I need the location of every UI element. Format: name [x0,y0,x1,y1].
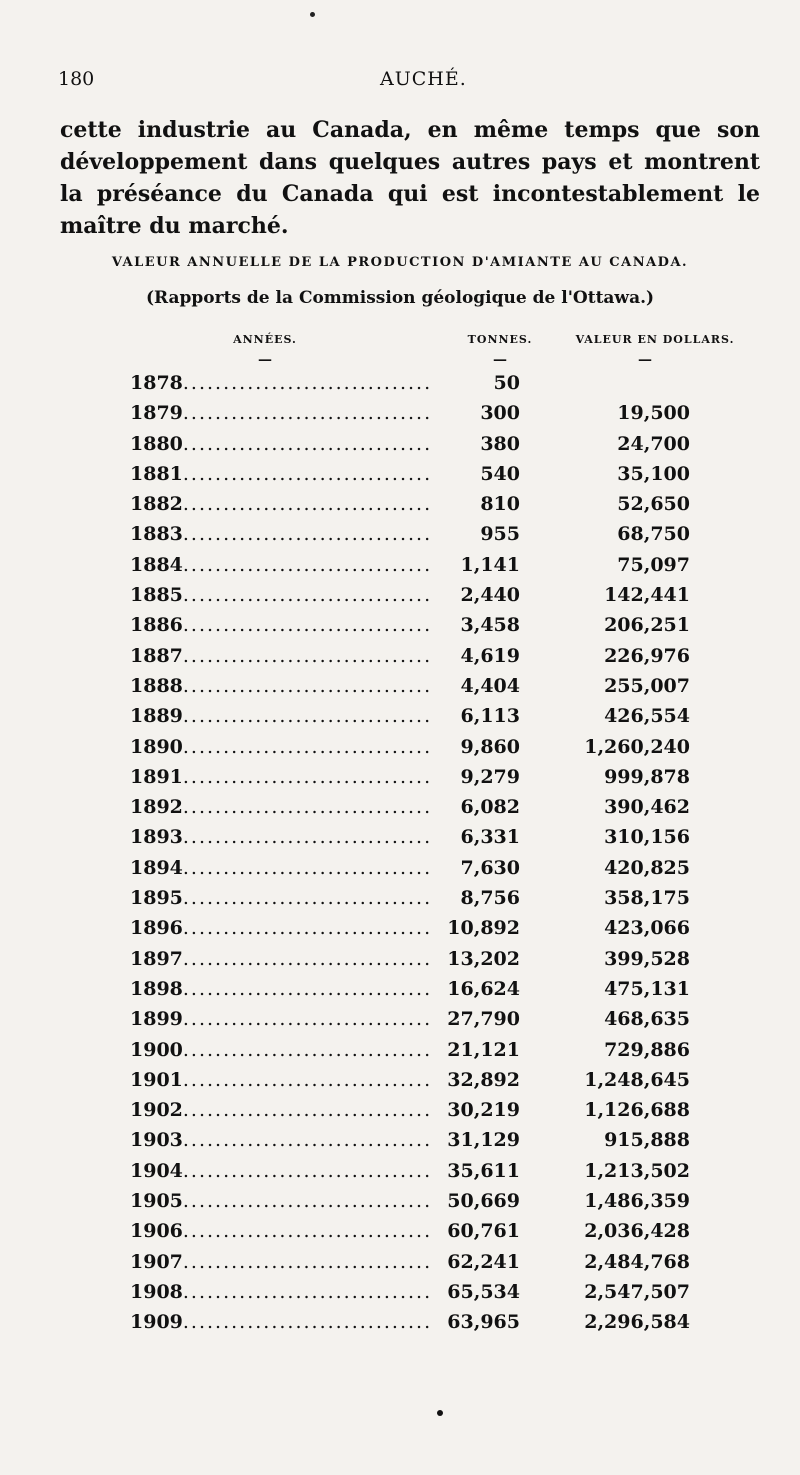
value-cell: 468,635 [604,1008,690,1031]
tons-cell: 35,611 [447,1159,520,1182]
year-cell: 1908 ..... [130,1281,430,1303]
table-row [0,1281,800,1311]
table-row [0,463,800,493]
table-row [0,493,800,523]
year-cell: 1907 ..... [130,1251,430,1273]
value-cell: 399,528 [604,947,690,970]
value-cell: 75,097 [617,553,690,576]
tons-cell: 31,129 [447,1129,520,1152]
value-cell: 729,886 [604,1038,690,1061]
year-cell: 1881 ..... [130,463,430,485]
table-row [0,1069,800,1099]
tons-cell: 300 [480,402,520,425]
value-cell: 1,248,645 [584,1068,690,1091]
column-dash-tons: — [493,352,507,368]
value-cell: 24,700 [617,432,690,455]
year-cell: 1893 ..... [130,826,430,848]
production-table-body [0,372,800,1342]
year-cell: 1894 ..... [130,857,430,879]
year-cell: 1889 ..... [130,705,430,727]
tons-cell: 3,458 [460,614,520,637]
tons-cell: 7,630 [460,856,520,879]
value-cell: 420,825 [604,856,690,879]
tons-cell: 10,892 [447,917,520,940]
year-cell: 1897 ..... [130,948,430,970]
year-cell: 1904 ..... [130,1160,430,1182]
year-cell: 1885 ..... [130,584,430,606]
value-cell: 35,100 [617,462,690,485]
table-row [0,917,800,947]
value-cell: 1,486,359 [584,1190,690,1213]
table-row [0,1251,800,1281]
value-cell: 2,484,768 [584,1250,690,1273]
table-row [0,1220,800,1250]
value-cell: 206,251 [604,614,690,637]
tons-cell: 65,534 [447,1280,520,1303]
value-cell: 1,126,688 [584,1099,690,1122]
value-cell: 226,976 [604,644,690,667]
value-cell: 52,650 [617,493,690,516]
table-row [0,1311,800,1341]
value-cell: 68,750 [617,523,690,546]
value-cell: 255,007 [604,674,690,697]
year-cell: 1892 ..... [130,796,430,818]
tons-cell: 1,141 [460,553,520,576]
table-row [0,523,800,553]
year-cell: 1895 ..... [130,887,430,909]
table-row [0,978,800,1008]
table-subtitle: (Rapports de la Commission géologique de l'Ottawa.) [145,288,655,308]
year-cell: 1899 ..... [130,1008,430,1030]
year-cell: 1886 ..... [130,614,430,636]
year-cell: 1878 ..... [130,372,430,394]
table-row [0,857,800,887]
year-cell: 1888 ..... [130,675,430,697]
tons-cell: 6,113 [460,705,520,728]
page-number: 180 [58,68,95,90]
year-cell: 1901 ..... [130,1069,430,1091]
table-row [0,887,800,917]
year-cell: 1900 ..... [130,1039,430,1061]
value-cell: 142,441 [604,584,690,607]
running-head [58,68,742,92]
table-row [0,1008,800,1038]
year-cell: 1896 ..... [130,917,430,939]
column-dash-value: — [638,352,652,368]
table-row [0,736,800,766]
tons-cell: 50 [493,372,520,394]
table-title: VALEUR ANNUELLE DE LA PRODUCTION D'AMIANTE AU CANADA. [111,255,689,270]
value-cell: 915,888 [604,1129,690,1152]
year-cell: 1891 ..... [130,766,430,788]
tons-cell: 810 [480,493,520,516]
tons-cell: 2,440 [460,584,520,607]
tons-cell: 540 [480,462,520,485]
footer-ornament [437,1410,443,1416]
tons-cell: 27,790 [447,1008,520,1031]
table-row [0,614,800,644]
tons-cell: 9,279 [460,765,520,788]
value-cell: 2,547,507 [584,1280,690,1303]
table-row [0,1129,800,1159]
tons-cell: 63,965 [447,1311,520,1334]
table-row [0,1160,800,1190]
tons-cell: 6,331 [460,826,520,849]
tons-cell: 13,202 [447,947,520,970]
column-header-tons: TONNES. [467,333,533,346]
year-cell: 1905 ..... [130,1190,430,1212]
tons-cell: 30,219 [447,1099,520,1122]
table-row [0,372,800,402]
table-row [0,675,800,705]
year-cell: 1887 ..... [130,645,430,667]
table-row [0,554,800,584]
table-row [0,402,800,432]
tons-cell: 50,669 [447,1190,520,1213]
table-row [0,826,800,856]
value-cell: 1,260,240 [584,735,690,758]
column-dash-years: — [258,352,272,368]
value-cell: 310,156 [604,826,690,849]
year-cell: 1902 ..... [130,1099,430,1121]
intro-paragraph: cette industrie au Canada, en même temps que son développement dans quelques autres pays et montrent la préséance du Canada qui est incontestablement le maître du marché. [60,117,760,239]
value-cell: 475,131 [604,977,690,1000]
table-row [0,1190,800,1220]
value-cell: 2,036,428 [584,1220,690,1243]
value-cell: 1,213,502 [584,1159,690,1182]
year-cell: 1883 ..... [130,523,430,545]
year-cell: 1880 ..... [130,433,430,455]
column-header-value: VALEUR EN DOLLARS. [575,333,735,346]
year-cell: 1909 ..... [130,1311,430,1333]
tons-cell: 21,121 [447,1038,520,1061]
tons-cell: 32,892 [447,1068,520,1091]
year-cell: 1903 ..... [130,1129,430,1151]
tons-cell: 62,241 [447,1250,520,1273]
running-title: AUCHÉ. [380,68,467,90]
value-cell: 19,500 [617,402,690,425]
table-row [0,584,800,614]
year-cell: 1898 ..... [130,978,430,1000]
column-header-years: ANNÉES. [233,333,297,346]
tons-cell: 16,624 [447,977,520,1000]
table-row [0,1039,800,1069]
tons-cell: 380 [480,432,520,455]
year-cell: 1906 ..... [130,1220,430,1242]
value-cell: 423,066 [604,917,690,940]
year-cell: 1890 ..... [130,736,430,758]
value-cell: 999,878 [604,765,690,788]
year-cell: 1879 ..... [130,402,430,424]
value-cell: 2,296,584 [584,1311,690,1334]
value-cell: 358,175 [604,887,690,910]
year-cell: 1882 ..... [130,493,430,515]
year-cell: 1884 ..... [130,554,430,576]
tons-cell: 60,761 [447,1220,520,1243]
tons-cell: 9,860 [460,735,520,758]
table-row [0,766,800,796]
table-row [0,796,800,826]
value-cell: 390,462 [604,796,690,819]
value-cell: 426,554 [604,705,690,728]
tons-cell: 8,756 [460,887,520,910]
ink-speck [310,12,315,17]
table-row [0,645,800,675]
table-row [0,433,800,463]
table-row [0,948,800,978]
tons-cell: 4,404 [460,674,520,697]
tons-cell: 4,619 [460,644,520,667]
tons-cell: 6,082 [460,796,520,819]
table-row [0,1099,800,1129]
table-row [0,705,800,735]
tons-cell: 955 [480,523,520,546]
